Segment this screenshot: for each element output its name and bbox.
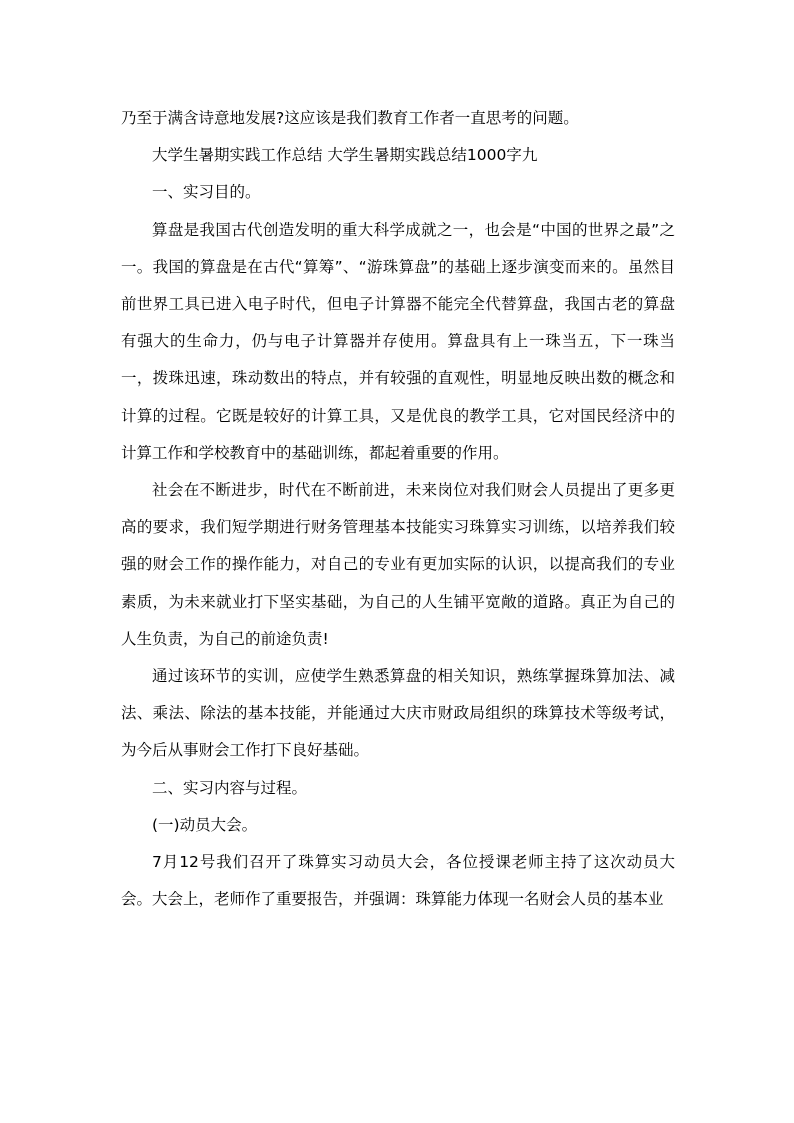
heading-internship-purpose: 一、实习目的。 <box>152 183 261 202</box>
heading-internship-content: 二、实习内容与过程。 <box>152 778 308 797</box>
section-title: 大学生暑期实践工作总结 大学生暑期实践总结1000字九 <box>152 146 538 165</box>
paragraph-society-progress: 社会在不断进步，时代在不断前进，未来岗位对我们财会人员提出了更多更高的要求，我们短学期进行财务管理基本技能实习珠算实习训练，以培养我们较强的财会工作的操作能力，对自己的专业有更加实际的认识，以提高我们的专业素质，为未来就业打下坚实基础，为自己的人生铺平宽敞的道路。真正为自己的人生负责，为自己的前途负责! <box>121 481 675 648</box>
document-body <box>121 100 675 918</box>
paragraph-training-goals: 通过该环节的实训，应使学生熟悉算盘的相关知识，熟练掌握珠算加法、减法、乘法、除法的基本技能，并能通过大庆市财政局组织的珠算技术等级考试，为今后从事财会工作打下良好基础。 <box>121 667 675 760</box>
paragraph-abacus-intro: 算盘是我国古代创造发明的重大科学成就之一，也会是“中国的世界之最”之一。我国的算盘是在古代“算筹”、“游珠算盘”的基础上逐步演变而来的。虽然目前世界工具已进入电子时代，但电子计算器不能完全代替算盘，我国古老的算盘有强大的生命力，仍与电子计算器并存使用。算盘具有上一珠当五，下一珠当一，拨珠迅速，珠动数出的特点，并有较强的直观性，明显地反映出数的概念和计算的过程。它既是较好的计算工具，又是优良的教学工具，它对国民经济中的计算工作和学校教育中的基础训练，都起着重要的作用。 <box>121 220 675 462</box>
paragraph-continuation: 乃至于满含诗意地发展?这应该是我们教育工作者一直思考的问题。 <box>121 109 579 127</box>
paragraph-meeting-details: 7月12号我们召开了珠算实习动员大会，各位授课老师主持了这次动员大会。大会上，老师作了重要报告，并强调：珠算能力体现一名财会人员的基本业 <box>121 853 675 909</box>
subheading-mobilization-meeting: (一)动员大会。 <box>152 815 258 834</box>
